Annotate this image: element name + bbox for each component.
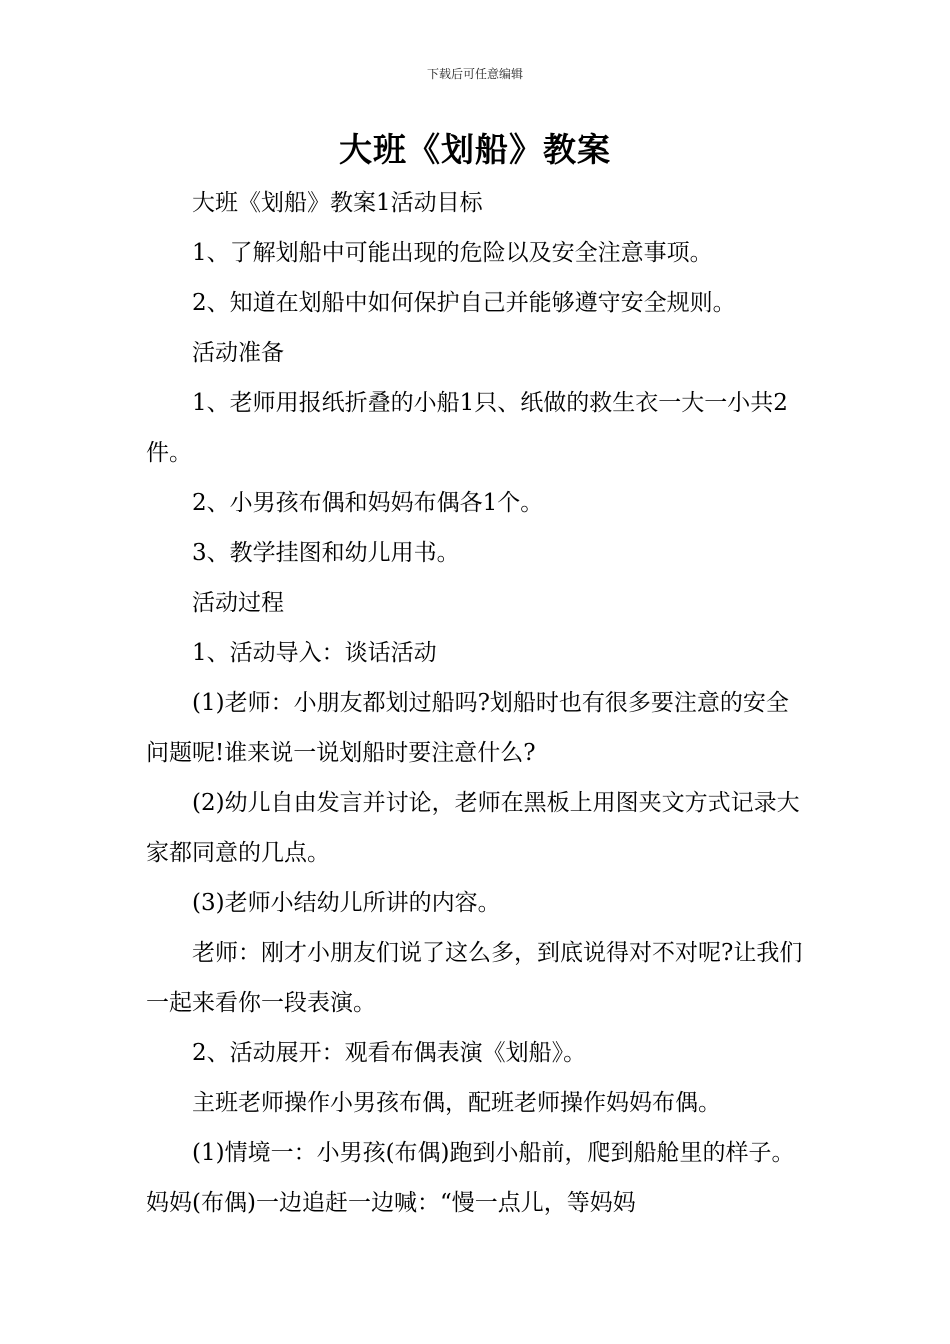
document-title: 大班《划船》教案 [339,130,611,169]
paragraph-14: 2、活动展开：观看布偶表演《划船》。 [192,1040,587,1066]
paragraph-9: 1、活动导入：谈话活动 [192,640,437,666]
paragraph-10: (1)老师：小朋友都划过船吗?划船时也有很多要注意的安全问题呢!谁来说一说划船时要注意什么? [146,690,789,766]
paragraph-2: 1、了解划船中可能出现的危险以及安全注意事项。 [192,240,713,266]
paragraph-15: 主班老师操作小男孩布偶，配班老师操作妈妈布偶。 [192,1090,721,1116]
header-note: 下载后可任意编辑 [426,67,523,81]
paragraph-13: 老师：刚才小朋友们说了这么多，到底说得对不对呢?让我们一起来看你一段表演。 [146,940,803,1016]
paragraph-12: (3)老师小结幼儿所讲的内容。 [192,890,501,916]
document-body [146,178,810,1228]
paragraph-5: 1、老师用报纸折叠的小船1只、纸做的救生衣一大一小共2件。 [146,390,788,466]
paragraph-8: 活动过程 [192,590,284,616]
paragraph-3: 2、知道在划船中如何保护自己并能够遵守安全规则。 [192,290,736,316]
paragraph-11: (2)幼儿自由发言并讨论，老师在黑板上用图夹文方式记录大家都同意的几点。 [146,790,800,866]
paragraph-7: 3、教学挂图和幼儿用书。 [192,540,460,566]
paragraph-6: 2、小男孩布偶和妈妈布偶各1个。 [192,490,544,516]
paragraph-4: 活动准备 [192,340,284,366]
paragraph-1: 大班《划船》教案1活动目标 [192,190,483,216]
paragraph-16: (1)情境一：小男孩(布偶)跑到小船前，爬到船舱里的样子。妈妈(布偶)一边追赶一边喊：“慢一点儿，等妈妈 [146,1140,795,1216]
